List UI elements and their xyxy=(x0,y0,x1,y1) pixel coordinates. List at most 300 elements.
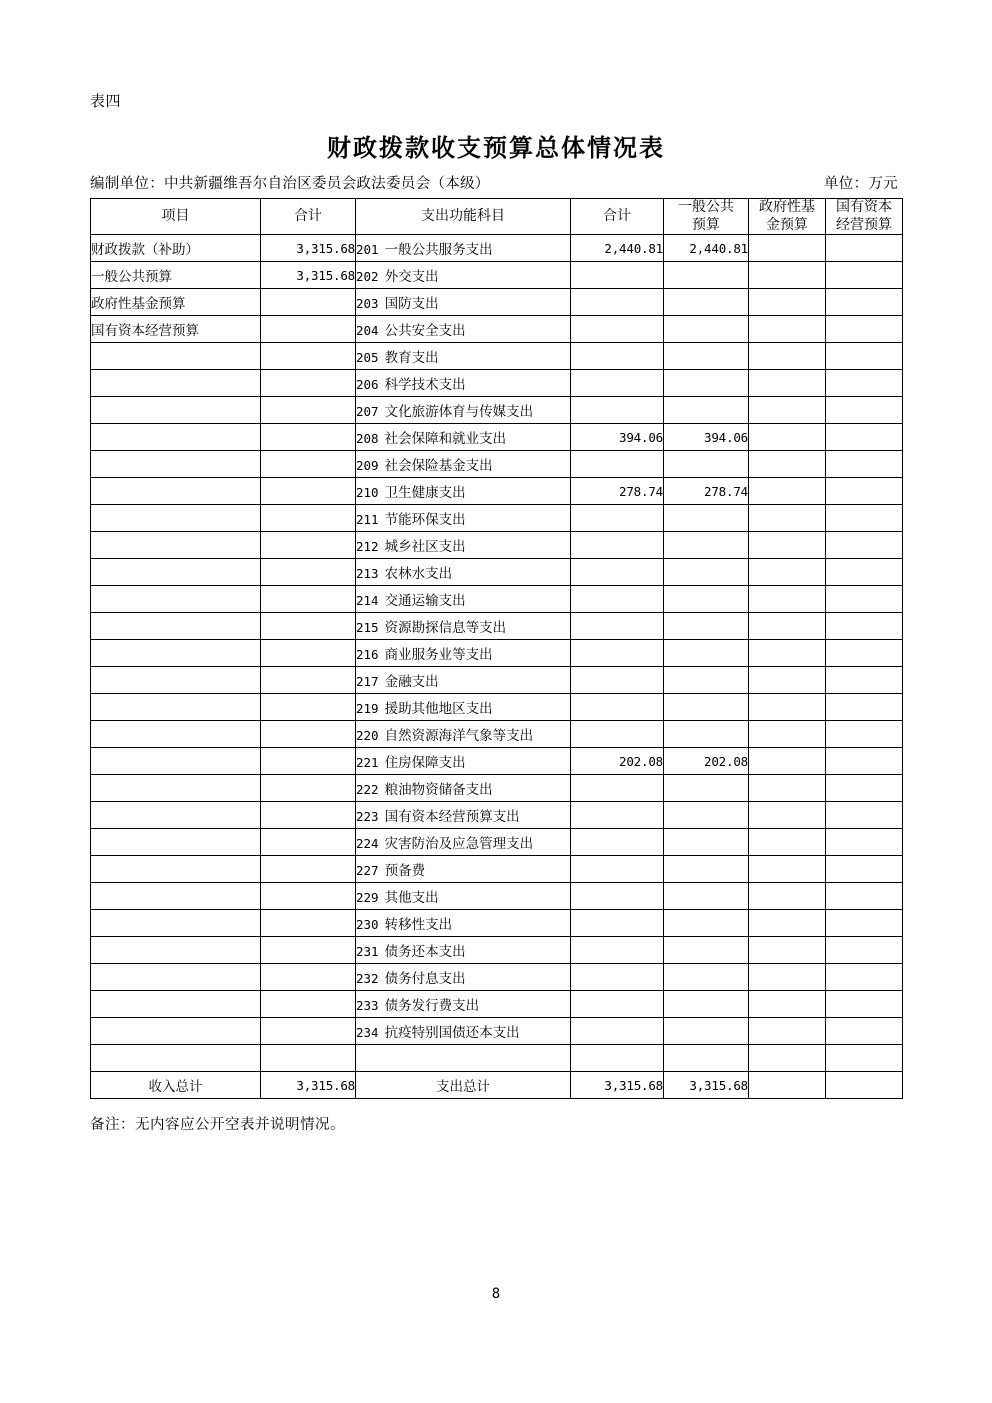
expense-total-general: 3,315.68 xyxy=(664,1072,749,1099)
table-row xyxy=(91,910,903,937)
row-general-public-budget xyxy=(664,694,749,721)
header-item: 项目 xyxy=(91,199,261,235)
row-general-public-budget xyxy=(664,640,749,667)
row-function-code: 232 xyxy=(356,971,379,986)
row-function-name: 社会保障和就业支出 xyxy=(384,431,507,446)
row-function-subject xyxy=(356,829,571,856)
table-footer xyxy=(91,1072,903,1099)
prepared-by-label: 编制单位：中共新疆维吾尔自治区委员会政法委员会（本级） xyxy=(90,176,490,192)
row-function-name: 节能环保支出 xyxy=(384,512,466,527)
row-general-public-budget: 202.08 xyxy=(664,748,749,775)
row-state-capital-budget xyxy=(826,262,903,289)
row-function-subject xyxy=(356,478,571,505)
row-item-label xyxy=(91,964,261,991)
row-function-subject xyxy=(356,505,571,532)
row-income-total: 3,315.68 xyxy=(261,235,356,262)
row-state-capital-budget xyxy=(826,964,903,991)
row-function-name: 文化旅游体育与传媒支出 xyxy=(384,404,534,419)
row-government-fund-budget xyxy=(749,262,826,289)
row-function-name: 教育支出 xyxy=(384,350,439,365)
row-income-total xyxy=(261,397,356,424)
row-income-total xyxy=(261,343,356,370)
row-item-label xyxy=(91,937,261,964)
row-general-public-budget: 394.06 xyxy=(664,424,749,451)
table-row xyxy=(91,613,903,640)
document-meta xyxy=(90,172,902,193)
header-state-capital-budget-line2: 经营预算 xyxy=(836,217,892,233)
row-expense-total xyxy=(571,613,664,640)
table-row xyxy=(91,370,903,397)
row-function-name: 债务还本支出 xyxy=(384,944,466,959)
expense-total-value: 3,315.68 xyxy=(571,1072,664,1099)
row-income-total xyxy=(261,505,356,532)
header-government-fund-budget xyxy=(749,199,826,235)
row-general-public-budget xyxy=(664,343,749,370)
row-function-code: 224 xyxy=(356,836,379,851)
row-expense-total xyxy=(571,721,664,748)
row-government-fund-budget xyxy=(749,1045,826,1072)
row-function-code: 207 xyxy=(356,404,379,419)
row-income-total xyxy=(261,1045,356,1072)
row-government-fund-budget xyxy=(749,289,826,316)
row-state-capital-budget xyxy=(826,1045,903,1072)
header-general-public-budget-line2: 预算 xyxy=(692,217,720,233)
row-function-code: 229 xyxy=(356,890,379,905)
row-state-capital-budget xyxy=(826,748,903,775)
row-income-total xyxy=(261,1018,356,1045)
row-government-fund-budget xyxy=(749,370,826,397)
row-state-capital-budget xyxy=(826,667,903,694)
row-function-name: 卫生健康支出 xyxy=(384,485,466,500)
row-function-subject xyxy=(356,937,571,964)
income-total-value: 3,315.68 xyxy=(261,1072,356,1099)
row-income-total xyxy=(261,829,356,856)
row-function-name: 城乡社区支出 xyxy=(384,539,466,554)
row-function-subject xyxy=(356,316,571,343)
row-expense-total xyxy=(571,370,664,397)
row-state-capital-budget xyxy=(826,856,903,883)
row-state-capital-budget xyxy=(826,451,903,478)
row-expense-total xyxy=(571,316,664,343)
row-government-fund-budget xyxy=(749,586,826,613)
header-state-capital-budget xyxy=(826,199,903,235)
row-item-label xyxy=(91,451,261,478)
row-general-public-budget xyxy=(664,370,749,397)
row-income-total xyxy=(261,289,356,316)
row-state-capital-budget xyxy=(826,235,903,262)
row-item-label xyxy=(91,802,261,829)
row-income-total xyxy=(261,478,356,505)
row-state-capital-budget xyxy=(826,478,903,505)
row-function-subject xyxy=(356,1045,571,1072)
row-government-fund-budget xyxy=(749,775,826,802)
row-state-capital-budget xyxy=(826,1018,903,1045)
row-general-public-budget xyxy=(664,262,749,289)
row-general-public-budget xyxy=(664,613,749,640)
row-item-label xyxy=(91,775,261,802)
table-row xyxy=(91,1045,903,1072)
row-function-code: 205 xyxy=(356,350,379,365)
row-state-capital-budget xyxy=(826,613,903,640)
row-function-name: 商业服务业等支出 xyxy=(384,647,493,662)
row-government-fund-budget xyxy=(749,397,826,424)
row-state-capital-budget xyxy=(826,883,903,910)
unit-label: 单位：万元 xyxy=(824,176,898,192)
row-item-label xyxy=(91,748,261,775)
row-expense-total xyxy=(571,991,664,1018)
row-function-code: 219 xyxy=(356,701,379,716)
row-government-fund-budget xyxy=(749,748,826,775)
row-function-name: 援助其他地区支出 xyxy=(384,701,493,716)
row-function-subject xyxy=(356,532,571,559)
row-government-fund-budget xyxy=(749,694,826,721)
row-government-fund-budget xyxy=(749,640,826,667)
row-state-capital-budget xyxy=(826,586,903,613)
row-state-capital-budget xyxy=(826,937,903,964)
row-general-public-budget: 278.74 xyxy=(664,478,749,505)
header-state-capital-budget-line1: 国有资本 xyxy=(836,200,892,215)
row-income-total xyxy=(261,370,356,397)
row-state-capital-budget xyxy=(826,991,903,1018)
row-function-name: 抗疫特别国债还本支出 xyxy=(384,1025,520,1040)
row-function-name: 债务发行费支出 xyxy=(384,998,480,1013)
row-function-code: 201 xyxy=(356,242,379,257)
table-row xyxy=(91,937,903,964)
row-state-capital-budget xyxy=(826,343,903,370)
row-function-code: 213 xyxy=(356,566,379,581)
row-state-capital-budget xyxy=(826,316,903,343)
row-item-label xyxy=(91,1045,261,1072)
row-item-label xyxy=(91,910,261,937)
row-general-public-budget xyxy=(664,289,749,316)
row-general-public-budget xyxy=(664,586,749,613)
row-item-label xyxy=(91,856,261,883)
table-header-row xyxy=(91,199,903,235)
row-government-fund-budget xyxy=(749,505,826,532)
row-general-public-budget xyxy=(664,991,749,1018)
row-function-subject xyxy=(356,424,571,451)
row-expense-total xyxy=(571,343,664,370)
row-item-label xyxy=(91,829,261,856)
row-state-capital-budget xyxy=(826,721,903,748)
row-expense-total xyxy=(571,694,664,721)
row-function-code: 214 xyxy=(356,593,379,608)
table-number-label: 表四 xyxy=(90,94,122,110)
table-row xyxy=(91,532,903,559)
row-general-public-budget: 2,440.81 xyxy=(664,235,749,262)
row-function-code: 223 xyxy=(356,809,379,824)
row-income-total: 3,315.68 xyxy=(261,262,356,289)
row-function-name: 其他支出 xyxy=(384,890,439,905)
table-row xyxy=(91,640,903,667)
row-government-fund-budget xyxy=(749,964,826,991)
row-function-subject xyxy=(356,1018,571,1045)
page-title: 财政拨款收支预算总体情况表 xyxy=(327,135,665,162)
row-government-fund-budget xyxy=(749,856,826,883)
table-total-row xyxy=(91,1072,903,1099)
row-function-subject xyxy=(356,343,571,370)
row-function-subject xyxy=(356,397,571,424)
row-income-total xyxy=(261,748,356,775)
row-income-total xyxy=(261,802,356,829)
row-government-fund-budget xyxy=(749,559,826,586)
row-general-public-budget xyxy=(664,856,749,883)
table-row xyxy=(91,424,903,451)
table-row xyxy=(91,856,903,883)
table-row xyxy=(91,883,903,910)
row-income-total xyxy=(261,316,356,343)
row-function-code: 222 xyxy=(356,782,379,797)
row-expense-total xyxy=(571,1018,664,1045)
header-function-subject: 支出功能科目 xyxy=(356,199,571,235)
row-function-code: 233 xyxy=(356,998,379,1013)
row-expense-total xyxy=(571,883,664,910)
row-general-public-budget xyxy=(664,883,749,910)
row-general-public-budget xyxy=(664,397,749,424)
row-function-name: 一般公共服务支出 xyxy=(384,242,493,257)
row-item-label xyxy=(91,370,261,397)
row-function-code: 227 xyxy=(356,863,379,878)
row-item-label xyxy=(91,397,261,424)
table-row xyxy=(91,829,903,856)
row-function-subject xyxy=(356,856,571,883)
row-expense-total xyxy=(571,802,664,829)
row-expense-total xyxy=(571,262,664,289)
row-item-label xyxy=(91,478,261,505)
table-row xyxy=(91,451,903,478)
row-function-name: 转移性支出 xyxy=(384,917,453,932)
row-function-code: 216 xyxy=(356,647,379,662)
row-expense-total xyxy=(571,586,664,613)
row-state-capital-budget xyxy=(826,829,903,856)
table-row xyxy=(91,964,903,991)
row-function-subject xyxy=(356,586,571,613)
row-function-subject xyxy=(356,802,571,829)
row-function-code: 221 xyxy=(356,755,379,770)
row-item-label: 财政拨款（补助） xyxy=(91,235,261,262)
row-item-label: 国有资本经营预算 xyxy=(91,316,261,343)
row-expense-total xyxy=(571,937,664,964)
row-government-fund-budget xyxy=(749,667,826,694)
row-general-public-budget xyxy=(664,829,749,856)
row-government-fund-budget xyxy=(749,424,826,451)
row-function-subject xyxy=(356,262,571,289)
row-government-fund-budget xyxy=(749,910,826,937)
row-function-code: 208 xyxy=(356,431,379,446)
row-function-subject xyxy=(356,451,571,478)
row-income-total xyxy=(261,937,356,964)
row-general-public-budget xyxy=(664,721,749,748)
row-state-capital-budget xyxy=(826,775,903,802)
row-function-code: 204 xyxy=(356,323,379,338)
table-row xyxy=(91,262,903,289)
row-general-public-budget xyxy=(664,316,749,343)
row-function-name: 农林水支出 xyxy=(384,566,453,581)
row-expense-total: 2,440.81 xyxy=(571,235,664,262)
row-function-code: 202 xyxy=(356,269,379,284)
header-income-total: 合计 xyxy=(261,199,356,235)
row-function-code: 203 xyxy=(356,296,379,311)
row-expense-total xyxy=(571,856,664,883)
row-state-capital-budget xyxy=(826,289,903,316)
row-function-name: 公共安全支出 xyxy=(384,323,466,338)
row-function-name: 交通运输支出 xyxy=(384,593,466,608)
row-state-capital-budget xyxy=(826,640,903,667)
row-general-public-budget xyxy=(664,532,749,559)
row-government-fund-budget xyxy=(749,478,826,505)
expense-total-label: 支出总计 xyxy=(356,1072,571,1099)
row-function-subject xyxy=(356,235,571,262)
row-general-public-budget xyxy=(664,775,749,802)
row-expense-total xyxy=(571,775,664,802)
row-income-total xyxy=(261,613,356,640)
row-function-code: 234 xyxy=(356,1025,379,1040)
income-total-label: 收入总计 xyxy=(91,1072,261,1099)
table-row xyxy=(91,667,903,694)
row-function-name: 社会保险基金支出 xyxy=(384,458,493,473)
row-state-capital-budget xyxy=(826,532,903,559)
row-government-fund-budget xyxy=(749,451,826,478)
expense-total-fund xyxy=(749,1072,826,1099)
table-row xyxy=(91,559,903,586)
row-function-code: 211 xyxy=(356,512,379,527)
row-item-label xyxy=(91,343,261,370)
row-general-public-budget xyxy=(664,1045,749,1072)
row-function-code: 231 xyxy=(356,944,379,959)
expense-total-state xyxy=(826,1072,903,1099)
row-state-capital-budget xyxy=(826,802,903,829)
row-function-code: 230 xyxy=(356,917,379,932)
table-row xyxy=(91,289,903,316)
row-government-fund-budget xyxy=(749,802,826,829)
row-government-fund-budget xyxy=(749,721,826,748)
row-item-label xyxy=(91,505,261,532)
row-function-name: 科学技术支出 xyxy=(384,377,466,392)
row-general-public-budget xyxy=(664,451,749,478)
row-general-public-budget xyxy=(664,667,749,694)
row-expense-total: 278.74 xyxy=(571,478,664,505)
row-item-label xyxy=(91,667,261,694)
row-function-name: 粮油物资储备支出 xyxy=(384,782,493,797)
row-function-name: 自然资源海洋气象等支出 xyxy=(384,728,534,743)
table-row xyxy=(91,1018,903,1045)
header-expense-total: 合计 xyxy=(571,199,664,235)
table-note: 备注：无内容应公开空表并说明情况。 xyxy=(90,1117,345,1133)
row-general-public-budget xyxy=(664,505,749,532)
row-income-total xyxy=(261,451,356,478)
table-row xyxy=(91,505,903,532)
row-function-code: 209 xyxy=(356,458,379,473)
row-function-name: 资源勘探信息等支出 xyxy=(384,620,507,635)
table-row xyxy=(91,694,903,721)
row-income-total xyxy=(261,532,356,559)
row-function-subject xyxy=(356,559,571,586)
row-general-public-budget xyxy=(664,964,749,991)
row-function-name: 外交支出 xyxy=(384,269,439,284)
row-expense-total xyxy=(571,505,664,532)
row-general-public-budget xyxy=(664,910,749,937)
row-function-subject xyxy=(356,991,571,1018)
row-function-subject xyxy=(356,721,571,748)
row-government-fund-budget xyxy=(749,829,826,856)
row-income-total xyxy=(261,640,356,667)
row-function-subject xyxy=(356,694,571,721)
row-expense-total xyxy=(571,964,664,991)
row-item-label xyxy=(91,532,261,559)
row-government-fund-budget xyxy=(749,883,826,910)
row-item-label xyxy=(91,424,261,451)
row-function-subject xyxy=(356,883,571,910)
row-income-total xyxy=(261,856,356,883)
row-government-fund-budget xyxy=(749,532,826,559)
row-item-label xyxy=(91,586,261,613)
row-item-label xyxy=(91,883,261,910)
row-function-name: 预备费 xyxy=(384,863,426,878)
row-general-public-budget xyxy=(664,937,749,964)
header-general-public-budget xyxy=(664,199,749,235)
row-item-label xyxy=(91,721,261,748)
row-state-capital-budget xyxy=(826,910,903,937)
row-expense-total xyxy=(571,910,664,937)
table-row xyxy=(91,235,903,262)
row-state-capital-budget xyxy=(826,559,903,586)
row-state-capital-budget xyxy=(826,397,903,424)
row-function-subject xyxy=(356,640,571,667)
row-function-code: 206 xyxy=(356,377,379,392)
row-expense-total: 394.06 xyxy=(571,424,664,451)
row-government-fund-budget xyxy=(749,316,826,343)
row-item-label xyxy=(91,1018,261,1045)
row-item-label: 一般公共预算 xyxy=(91,262,261,289)
row-function-name: 住房保障支出 xyxy=(384,755,466,770)
row-function-subject xyxy=(356,775,571,802)
row-state-capital-budget xyxy=(826,694,903,721)
row-government-fund-budget xyxy=(749,937,826,964)
row-function-code: 217 xyxy=(356,674,379,689)
header-general-public-budget-line1: 一般公共 xyxy=(678,200,734,215)
header-government-fund-budget-line1: 政府性基 xyxy=(759,200,815,215)
row-function-name: 灾害防治及应急管理支出 xyxy=(384,836,534,851)
row-expense-total: 202.08 xyxy=(571,748,664,775)
row-function-subject xyxy=(356,748,571,775)
row-income-total xyxy=(261,883,356,910)
row-function-name: 国有资本经营预算支出 xyxy=(384,809,520,824)
table-body xyxy=(91,235,903,1072)
row-item-label xyxy=(91,559,261,586)
row-function-code: 210 xyxy=(356,485,379,500)
row-income-total xyxy=(261,910,356,937)
row-general-public-budget xyxy=(664,1018,749,1045)
row-expense-total xyxy=(571,1045,664,1072)
row-expense-total xyxy=(571,640,664,667)
row-function-subject xyxy=(356,910,571,937)
row-government-fund-budget xyxy=(749,613,826,640)
row-government-fund-budget xyxy=(749,343,826,370)
row-function-code: 220 xyxy=(356,728,379,743)
row-function-subject xyxy=(356,667,571,694)
row-item-label: 政府性基金预算 xyxy=(91,289,261,316)
row-income-total xyxy=(261,775,356,802)
row-general-public-budget xyxy=(664,802,749,829)
row-income-total xyxy=(261,694,356,721)
table-row xyxy=(91,775,903,802)
row-income-total xyxy=(261,964,356,991)
row-function-name: 债务付息支出 xyxy=(384,971,466,986)
row-government-fund-budget xyxy=(749,235,826,262)
row-function-subject xyxy=(356,289,571,316)
row-expense-total xyxy=(571,451,664,478)
table-row xyxy=(91,802,903,829)
